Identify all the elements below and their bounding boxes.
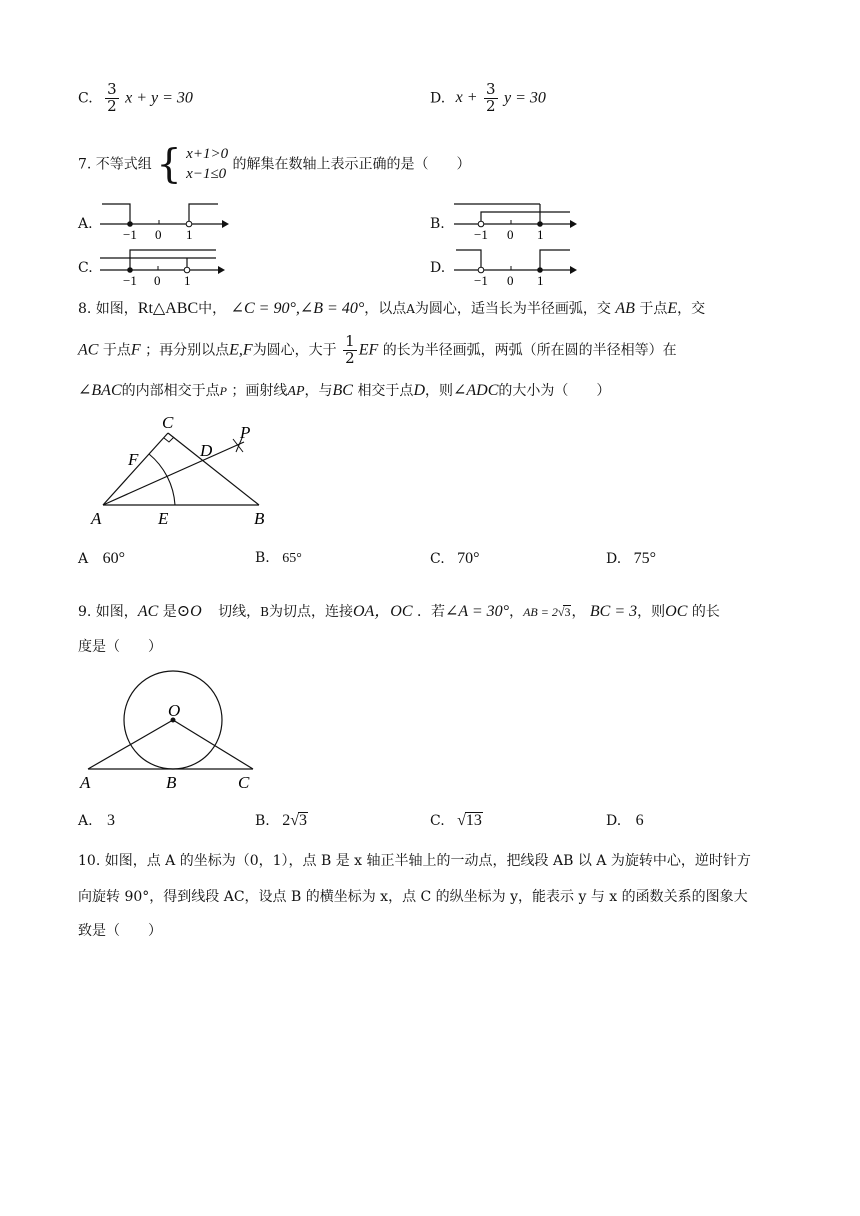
text: ，与 xyxy=(304,383,333,399)
math: OC xyxy=(665,603,688,620)
segment-cb xyxy=(168,433,259,505)
frac-denominator: 2 xyxy=(345,348,355,367)
text: 切线， xyxy=(218,604,261,620)
frac-numerator: 3 xyxy=(486,80,496,98)
option-value: 60° xyxy=(102,550,125,567)
math: P xyxy=(219,384,227,398)
q10-line-3: 致是（ ） xyxy=(78,923,162,939)
q7-numberline-d xyxy=(450,244,578,286)
math: AB xyxy=(615,300,635,317)
closed-dot xyxy=(127,267,133,273)
arc-ef xyxy=(149,454,175,505)
right-angle-mark xyxy=(164,437,174,442)
segment-oa xyxy=(88,720,173,769)
solution-ray-left xyxy=(456,250,481,270)
sqrt-icon: √ xyxy=(290,812,299,829)
math: E xyxy=(667,300,678,317)
math: ∠C = 90°,∠B = 40° xyxy=(230,300,365,317)
q6-option-c xyxy=(78,82,193,115)
q8-option-a xyxy=(78,550,125,568)
label-b: B xyxy=(254,509,265,528)
text: ．若 xyxy=(416,604,445,620)
q9-line-2: 度是（ ） xyxy=(78,639,162,655)
frac-numerator: 3 xyxy=(107,80,117,98)
text: A xyxy=(406,302,415,316)
arrow-icon xyxy=(218,266,225,274)
option-value: 75° xyxy=(633,550,657,567)
text: 中， xyxy=(198,301,227,317)
q6-option-c-label: C. xyxy=(78,90,93,107)
math: D xyxy=(413,382,425,399)
math: AP xyxy=(287,384,305,399)
text: ， xyxy=(509,604,524,620)
q7-option-a-label: A. xyxy=(78,216,93,232)
option-label: B. xyxy=(255,550,270,566)
tick-label: 0 xyxy=(154,273,161,286)
q9-circle-figure xyxy=(72,664,262,794)
q10-line-2: 向旋转 90°，得到线段 AC，设点 B 的横坐标为 x，点 C 的纵坐标为 y，能表示 y 与 x 的函数关系的图象大 xyxy=(78,889,748,905)
tick-label: 0 xyxy=(155,227,162,240)
frac-numerator: 1 xyxy=(345,332,355,350)
arrow-icon xyxy=(222,220,229,228)
option-label: A. xyxy=(78,813,93,829)
math: Rt△ABC xyxy=(137,300,199,317)
text: ，交 xyxy=(677,301,706,317)
segment-ac xyxy=(103,433,168,505)
option-value: 3 xyxy=(107,812,116,829)
text: ，则 xyxy=(425,383,453,399)
q7-numberline-a xyxy=(96,198,231,240)
q7-inequality-system xyxy=(186,144,228,185)
q8-option-c xyxy=(430,550,480,568)
q7-prefix: 7. 不等式组 xyxy=(78,156,152,173)
math: ∠BAC xyxy=(78,382,122,399)
math: F xyxy=(130,341,141,359)
label-e: E xyxy=(158,509,169,528)
solution-ray-left xyxy=(102,204,130,224)
open-dot xyxy=(478,221,484,227)
math: ⊙O xyxy=(176,603,202,620)
label-p: P xyxy=(240,423,251,442)
math: OA，OC xyxy=(352,603,413,620)
q6-option-d-pre: x + xyxy=(455,89,478,107)
tick-label: −1 xyxy=(474,273,488,286)
text: 于点 xyxy=(639,301,668,317)
label-d: D xyxy=(200,441,213,460)
q7-option-d-label: D. xyxy=(430,260,446,276)
frac-denominator: 2 xyxy=(107,96,117,115)
q8-line-3 xyxy=(78,380,610,400)
tick-label: 1 xyxy=(184,273,191,286)
left-brace-icon: { xyxy=(156,141,182,188)
option-label: B. xyxy=(255,813,270,829)
option-label: D. xyxy=(606,813,622,829)
option-label: C. xyxy=(430,813,445,829)
option-label: A xyxy=(78,551,89,567)
label-o: O xyxy=(168,701,181,720)
text: 的大小为（ ） xyxy=(498,383,611,399)
math: 3 xyxy=(564,605,571,619)
option-value: 2 xyxy=(282,812,291,829)
text: B xyxy=(260,605,269,619)
text: ；画射线 xyxy=(231,383,288,399)
text: 8. 如图， xyxy=(78,301,138,317)
q8-triangle-figure xyxy=(88,412,278,530)
text: 为圆心，适当长为半径画弧，交 xyxy=(414,301,611,317)
frac-denominator: 2 xyxy=(486,96,496,115)
math: AC xyxy=(137,603,159,620)
q6-option-c-fraction xyxy=(105,82,119,115)
label-a: A xyxy=(91,509,102,528)
text: 的内部相交于点 xyxy=(121,383,220,399)
q6-option-d xyxy=(430,82,546,115)
q7-numberline-c xyxy=(96,244,226,286)
tick-label: 1 xyxy=(186,227,193,240)
q6-option-d-expr: y = 30 xyxy=(504,89,546,107)
q8-line-1 xyxy=(78,298,705,318)
q7-suffix: 的解集在数轴上表示正确的是（ ） xyxy=(232,156,471,173)
arrow-icon xyxy=(570,220,577,228)
math: AB = 2 xyxy=(523,605,558,619)
math: BC = 3 xyxy=(589,603,638,620)
q6-option-d-label: D. xyxy=(430,90,446,107)
math: BC xyxy=(332,382,353,399)
text: 相交于点 xyxy=(357,383,414,399)
tick-label: −1 xyxy=(123,227,137,240)
q7-ineq-1: x+1>0 xyxy=(186,146,229,162)
open-dot xyxy=(184,267,190,273)
segment-oc xyxy=(173,720,253,769)
option-label: C. xyxy=(430,551,445,567)
q8-line-2 xyxy=(78,334,677,367)
tick-label: 0 xyxy=(507,227,514,240)
option-radicand: 3 xyxy=(298,812,307,829)
arrow-icon xyxy=(570,266,577,274)
q7-stem xyxy=(78,141,471,188)
q7-option-c-label: C. xyxy=(78,260,93,276)
solution-ray-right xyxy=(189,204,218,224)
label-c: C xyxy=(238,773,250,792)
label-a: A xyxy=(80,773,91,792)
text: ，以点 xyxy=(364,301,407,317)
option-value: 6 xyxy=(635,812,644,829)
closed-dot xyxy=(127,221,133,227)
solution-ray-lower xyxy=(130,250,216,270)
label-f: F xyxy=(128,450,139,469)
math: ∠A = 30° xyxy=(444,603,510,620)
q6-option-c-expr: x + y = 30 xyxy=(125,89,193,107)
text: 9. 如图， xyxy=(78,604,138,620)
text: 于点 xyxy=(102,342,131,359)
q7-ineq-2: x−1≤0 xyxy=(186,166,227,183)
q8-option-d xyxy=(606,550,656,568)
q9-option-d xyxy=(606,812,644,830)
text: ， xyxy=(571,604,586,620)
q6-option-d-fraction xyxy=(484,82,498,115)
q9-option-c xyxy=(430,812,483,830)
text: 的长为半径画弧，两弧（所在圆的半径相等）在 xyxy=(382,342,677,359)
text: 为切点，连接 xyxy=(268,604,353,620)
text: ；再分别以点 xyxy=(145,342,230,359)
text: 的长 xyxy=(691,604,720,620)
closed-dot xyxy=(537,221,543,227)
q8-option-b xyxy=(255,550,302,567)
sqrt-icon: √ xyxy=(457,812,466,829)
math: AC xyxy=(78,341,99,359)
q9-option-a xyxy=(78,812,115,830)
open-dot xyxy=(478,267,484,273)
tick-label: −1 xyxy=(474,227,488,240)
text: 为圆心，大于 xyxy=(252,342,337,359)
q8-fraction xyxy=(343,334,357,367)
tick-label: −1 xyxy=(123,273,137,286)
label-c: C xyxy=(162,413,174,432)
text: ，则 xyxy=(637,604,666,620)
q9-line-1: 9. 如图，AC 是⊙O 切线，B为切点，连接OA，OC ．若∠A = 30°，AB = 2√3， BC = 3，则OC 的长 xyxy=(78,603,720,620)
q7-numberline-b xyxy=(450,198,578,240)
option-label: D. xyxy=(606,551,622,567)
solution-ray-right xyxy=(540,250,570,270)
text: 是 xyxy=(162,604,177,620)
tick-label: 1 xyxy=(537,273,544,286)
q7-option-b-label: B. xyxy=(430,216,445,232)
solution-ray-lower xyxy=(481,212,570,224)
q9-option-b xyxy=(255,812,308,830)
closed-dot xyxy=(537,267,543,273)
open-dot xyxy=(186,221,192,227)
math: E,F xyxy=(229,341,253,359)
option-value: 70° xyxy=(457,550,480,567)
option-value: 65° xyxy=(282,551,302,566)
math: ∠ADC xyxy=(453,382,499,399)
tick-label: 0 xyxy=(507,273,514,286)
tick-label: 1 xyxy=(537,227,544,240)
math: EF xyxy=(358,341,379,359)
option-radicand: 13 xyxy=(465,812,482,829)
q10-line-1: 10. 如图，点 A 的坐标为（0，1），点 B 是 x 轴正半轴上的一动点，把线段 AB 以 A 为旋转中心，逆时针方 xyxy=(78,853,751,869)
label-b: B xyxy=(166,773,177,792)
